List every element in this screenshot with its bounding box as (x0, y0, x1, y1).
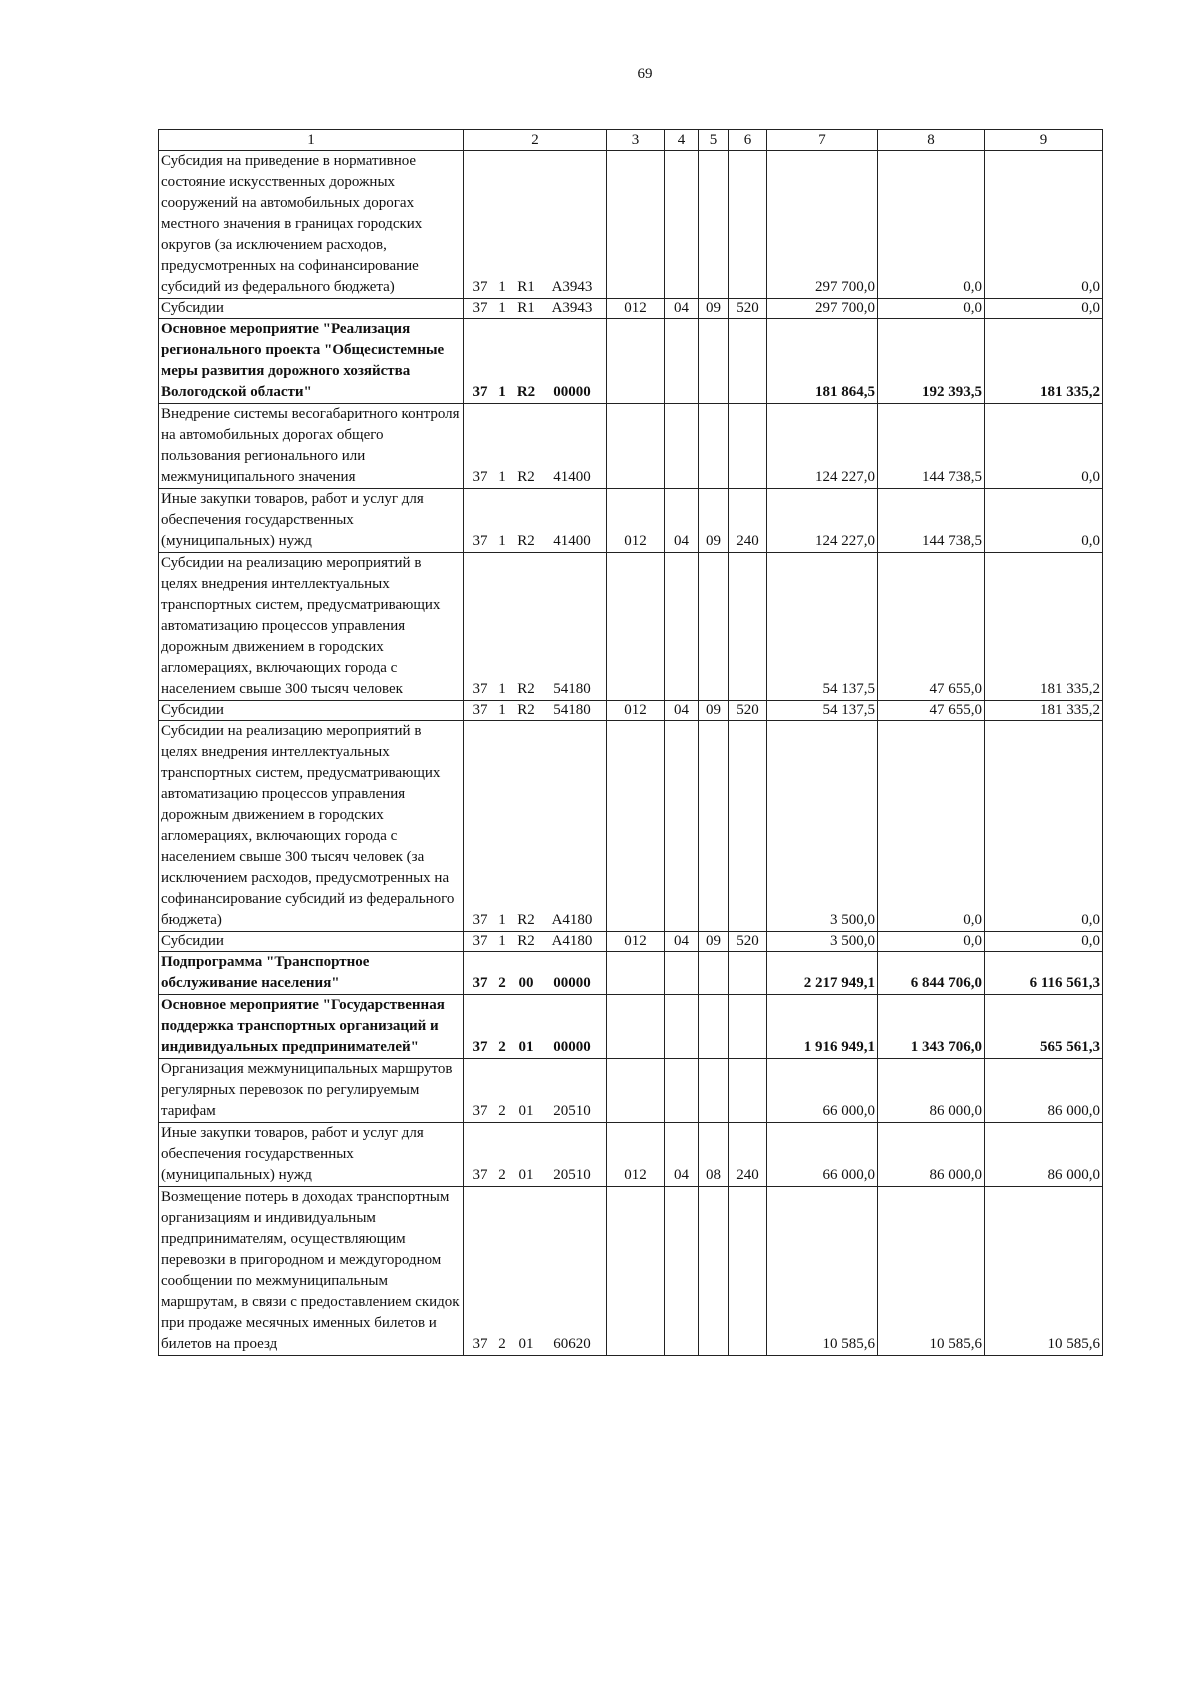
row-value-9: 565 561,3 (985, 995, 1103, 1059)
header-cell: 1 (159, 130, 464, 151)
row-value-9: 0,0 (985, 299, 1103, 319)
row-name: Субсидии (159, 299, 464, 319)
row-col6 (729, 319, 767, 404)
code-part: R2 (516, 384, 536, 400)
header-cell: 6 (729, 130, 767, 151)
code-part: R2 (517, 533, 535, 549)
table-row (159, 489, 1103, 553)
code-part: 01 (518, 1039, 534, 1055)
row-value-7: 66 000,0 (767, 1059, 878, 1123)
row-value-8: 86 000,0 (878, 1123, 985, 1187)
row-value-8: 0,0 (878, 721, 985, 932)
header-cell: 7 (767, 130, 878, 151)
row-col4 (665, 1187, 699, 1356)
row-col4 (665, 1059, 699, 1123)
row-col6 (729, 995, 767, 1059)
row-col5 (699, 1187, 729, 1356)
row-value-9: 181 335,2 (985, 319, 1103, 404)
code-part: 1 (498, 681, 506, 697)
row-value-9: 0,0 (985, 721, 1103, 932)
code-part: R2 (517, 933, 535, 949)
code-part: 37 (472, 1103, 488, 1119)
table-row (159, 553, 1103, 701)
row-value-9: 0,0 (985, 151, 1103, 299)
row-value-7: 297 700,0 (767, 151, 878, 299)
row-col3: 012 (607, 489, 665, 553)
row-code (464, 404, 607, 489)
code-part: 1 (498, 469, 506, 485)
row-value-7: 54 137,5 (767, 553, 878, 701)
table-row (159, 151, 1103, 299)
row-name: Возмещение потерь в доходах транспортным организациям и индивидуальным предпринимателям, осуществляющим перевозки в пригородном и междугородном сообщении по межмуниципальным маршрутам, в связи с предоставлением скидок при продаже месячных именных билетов и билетов на проезд (159, 1187, 464, 1356)
row-col5 (699, 1059, 729, 1123)
code-grid (466, 679, 604, 700)
row-col6 (729, 553, 767, 701)
code-part: 20510 (553, 1103, 591, 1119)
row-value-9: 86 000,0 (985, 1059, 1103, 1123)
row-col6 (729, 404, 767, 489)
row-col4 (665, 952, 699, 995)
code-part: 37 (472, 933, 488, 949)
row-col5 (699, 151, 729, 299)
row-code (464, 995, 607, 1059)
code-part: 37 (472, 279, 488, 295)
table-row (159, 1059, 1103, 1123)
row-value-8: 192 393,5 (878, 319, 985, 404)
row-name: Основное мероприятие "Государственная поддержка транспортных организаций и индивидуальных предпринимателей" (159, 995, 464, 1059)
row-value-8: 1 343 706,0 (878, 995, 985, 1059)
code-part: 01 (518, 1336, 534, 1352)
row-value-7: 3 500,0 (767, 721, 878, 932)
code-part: 37 (472, 300, 488, 316)
code-part: 41400 (553, 533, 591, 549)
code-grid (466, 531, 604, 552)
row-col6 (729, 721, 767, 932)
code-part: 37 (472, 1336, 488, 1352)
header-cell: 5 (699, 130, 729, 151)
code-part: 37 (472, 1039, 488, 1055)
row-value-8: 10 585,6 (878, 1187, 985, 1356)
page-number: 69 (637, 66, 653, 82)
row-value-8: 0,0 (878, 299, 985, 319)
code-part: А4180 (551, 933, 593, 949)
row-value-7: 297 700,0 (767, 299, 878, 319)
row-col4: 04 (665, 701, 699, 721)
code-grid (466, 973, 604, 994)
code-part: 54180 (553, 702, 591, 718)
header-cell: 8 (878, 130, 985, 151)
row-col3 (607, 952, 665, 995)
row-col6: 240 (729, 489, 767, 553)
row-value-7: 54 137,5 (767, 701, 878, 721)
row-name: Субсидии (159, 701, 464, 721)
header-cell: 9 (985, 130, 1103, 151)
code-grid (466, 1165, 604, 1186)
row-col5: 09 (699, 489, 729, 553)
code-part: R2 (517, 702, 535, 718)
code-part: 37 (472, 975, 488, 991)
row-col3: 012 (607, 932, 665, 952)
row-col3: 012 (607, 701, 665, 721)
code-part: 00000 (553, 975, 591, 991)
code-part: А3943 (551, 300, 593, 316)
code-part: 54180 (553, 681, 591, 697)
code-part: 00000 (553, 384, 591, 400)
row-col3 (607, 1059, 665, 1123)
code-part: 60620 (553, 1336, 591, 1352)
code-part: R2 (517, 681, 535, 697)
code-part: R2 (517, 469, 535, 485)
row-value-8: 144 738,5 (878, 404, 985, 489)
code-part: 1 (498, 279, 506, 295)
row-col3 (607, 1187, 665, 1356)
code-part: R1 (517, 279, 535, 295)
code-grid (466, 1037, 604, 1058)
table-row (159, 995, 1103, 1059)
row-value-9: 6 116 561,3 (985, 952, 1103, 995)
code-grid (466, 467, 604, 488)
table-row (159, 1187, 1103, 1356)
code-part: 1 (498, 702, 506, 718)
code-part: 1 (498, 384, 506, 400)
code-part: 37 (472, 469, 488, 485)
code-part: 37 (472, 912, 488, 928)
code-part: 1 (498, 533, 506, 549)
row-code (464, 701, 607, 721)
row-col5 (699, 995, 729, 1059)
code-part: 20510 (553, 1167, 591, 1183)
row-col5 (699, 404, 729, 489)
row-name: Субсидии на реализацию мероприятий в целях внедрения интеллектуальных транспортных систем, предусматривающих автоматизацию процессов управления дорожным движением в городских агломерациях, включающих города с населением свыше 300 тысяч человек (за исключением расходов, предусмотренных на софинансирование субсидий из федерального бюджета) (159, 721, 464, 932)
row-value-9: 0,0 (985, 404, 1103, 489)
row-col6: 520 (729, 932, 767, 952)
code-part: R1 (517, 300, 535, 316)
row-col3 (607, 995, 665, 1059)
code-part: 2 (498, 975, 506, 991)
row-value-8: 0,0 (878, 932, 985, 952)
row-col3: 012 (607, 1123, 665, 1187)
code-part: 1 (498, 300, 506, 316)
row-value-9: 0,0 (985, 489, 1103, 553)
code-part: 37 (472, 384, 488, 400)
row-value-9: 86 000,0 (985, 1123, 1103, 1187)
row-col3 (607, 553, 665, 701)
table-row (159, 932, 1103, 952)
code-part: 37 (472, 702, 488, 718)
code-part: 41400 (553, 469, 591, 485)
code-part: 2 (498, 1336, 506, 1352)
row-value-9: 181 335,2 (985, 553, 1103, 701)
row-code (464, 932, 607, 952)
row-code (464, 319, 607, 404)
row-col4 (665, 319, 699, 404)
row-col3 (607, 319, 665, 404)
budget-table (158, 129, 1103, 1356)
row-value-9: 10 585,6 (985, 1187, 1103, 1356)
code-part: 01 (518, 1167, 534, 1183)
row-col3 (607, 721, 665, 932)
table-row (159, 1123, 1103, 1187)
row-value-9: 181 335,2 (985, 701, 1103, 721)
row-name: Основное мероприятие "Реализация регионального проекта "Общесистемные меры развития дорожного хозяйства Вологодской области" (159, 319, 464, 404)
row-value-9: 0,0 (985, 932, 1103, 952)
code-part: 37 (472, 681, 488, 697)
code-part: 1 (498, 933, 506, 949)
header-cell: 3 (607, 130, 665, 151)
row-value-7: 10 585,6 (767, 1187, 878, 1356)
row-value-8: 6 844 706,0 (878, 952, 985, 995)
row-col4 (665, 151, 699, 299)
code-grid (466, 932, 604, 951)
row-value-7: 1 916 949,1 (767, 995, 878, 1059)
row-col5 (699, 553, 729, 701)
code-grid (466, 910, 604, 931)
row-col6: 520 (729, 701, 767, 721)
code-grid (466, 1101, 604, 1122)
row-name: Субсидии (159, 932, 464, 952)
row-value-8: 47 655,0 (878, 553, 985, 701)
table-row (159, 952, 1103, 995)
row-name: Иные закупки товаров, работ и услуг для обеспечения государственных (муниципальных) нужд (159, 489, 464, 553)
row-value-7: 3 500,0 (767, 932, 878, 952)
code-grid (466, 382, 604, 403)
row-col4 (665, 995, 699, 1059)
row-col6: 240 (729, 1123, 767, 1187)
header-cell: 4 (665, 130, 699, 151)
code-part: А3943 (551, 279, 593, 295)
row-value-8: 86 000,0 (878, 1059, 985, 1123)
row-value-7: 2 217 949,1 (767, 952, 878, 995)
row-value-8: 0,0 (878, 151, 985, 299)
row-col5: 09 (699, 932, 729, 952)
row-name: Организация межмуниципальных маршрутов регулярных перевозок по регулируемым тарифам (159, 1059, 464, 1123)
code-part: 37 (472, 533, 488, 549)
code-part: 2 (498, 1039, 506, 1055)
row-col5 (699, 721, 729, 932)
row-code (464, 299, 607, 319)
code-part: 37 (472, 1167, 488, 1183)
row-col4: 04 (665, 489, 699, 553)
row-value-7: 66 000,0 (767, 1123, 878, 1187)
row-col5 (699, 952, 729, 995)
code-part: А4180 (551, 912, 593, 928)
row-name: Внедрение системы весогабаритного контроля на автомобильных дорогах общего пользования регионального или межмуниципального значения (159, 404, 464, 489)
header-cell: 2 (464, 130, 607, 151)
row-code (464, 721, 607, 932)
row-col3 (607, 151, 665, 299)
row-name: Субсидии на реализацию мероприятий в целях внедрения интеллектуальных транспортных систем, предусматривающих автоматизацию процессов управления дорожным движением в городских агломерациях, включающих города с населением свыше 300 тысяч человек (159, 553, 464, 701)
row-col5 (699, 319, 729, 404)
row-col4: 04 (665, 1123, 699, 1187)
row-col5: 09 (699, 299, 729, 319)
code-grid (466, 277, 604, 298)
row-code (464, 553, 607, 701)
row-col3: 012 (607, 299, 665, 319)
row-value-7: 124 227,0 (767, 489, 878, 553)
row-value-8: 144 738,5 (878, 489, 985, 553)
row-name: Подпрограмма "Транспортное обслуживание населения" (159, 952, 464, 995)
row-col6 (729, 1059, 767, 1123)
code-part: 00 (518, 975, 534, 991)
row-name: Иные закупки товаров, работ и услуг для обеспечения государственных (муниципальных) нужд (159, 1123, 464, 1187)
table-row (159, 721, 1103, 932)
table-row (159, 299, 1103, 319)
row-code (464, 489, 607, 553)
row-col6 (729, 151, 767, 299)
row-col6 (729, 1187, 767, 1356)
row-col4 (665, 721, 699, 932)
row-value-8: 47 655,0 (878, 701, 985, 721)
row-value-7: 124 227,0 (767, 404, 878, 489)
row-col4: 04 (665, 932, 699, 952)
row-col3 (607, 404, 665, 489)
table-row (159, 319, 1103, 404)
row-col4 (665, 404, 699, 489)
row-col5: 08 (699, 1123, 729, 1187)
row-col5: 09 (699, 701, 729, 721)
code-grid (466, 1334, 604, 1355)
code-grid (466, 299, 604, 318)
row-name: Субсидия на приведение в нормативное состояние искусственных дорожных сооружений на автомобильных дорогах местного значения в границах городских округов (за исключением расходов, предусмотренных на софинансирование субсидий из федерального бюджета) (159, 151, 464, 299)
code-part: 2 (498, 1103, 506, 1119)
code-part: R2 (517, 912, 535, 928)
code-part: 2 (498, 1167, 506, 1183)
code-part: 00000 (553, 1039, 591, 1055)
row-col4: 04 (665, 299, 699, 319)
code-grid (466, 701, 604, 720)
row-code (464, 1059, 607, 1123)
row-code (464, 1123, 607, 1187)
row-col6 (729, 952, 767, 995)
row-value-7: 181 864,5 (767, 319, 878, 404)
table-row (159, 701, 1103, 721)
code-part: 01 (518, 1103, 534, 1119)
code-part: 1 (498, 912, 506, 928)
row-code (464, 1187, 607, 1356)
table-row (159, 404, 1103, 489)
table-header-row (159, 130, 1103, 151)
row-col4 (665, 553, 699, 701)
row-code (464, 151, 607, 299)
row-code (464, 952, 607, 995)
row-col6: 520 (729, 299, 767, 319)
